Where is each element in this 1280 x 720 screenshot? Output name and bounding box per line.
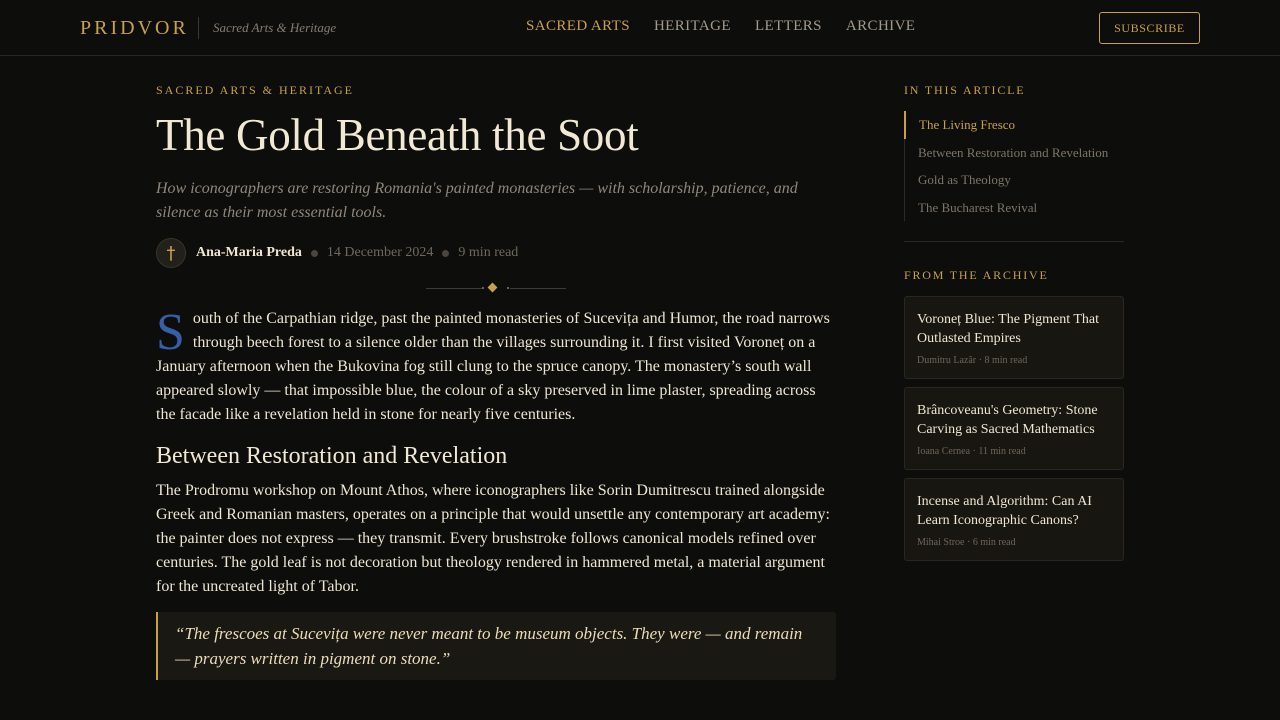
archive-heading: FROM THE ARCHIVE [904, 268, 1049, 282]
brand-separator [198, 17, 199, 39]
publish-date: 14 December 2024 [326, 245, 434, 260]
intro-paragraph [156, 304, 836, 427]
sidebar [904, 80, 1124, 561]
divider-dot [507, 287, 509, 289]
brand-logo[interactable]: PRIDVOR [80, 17, 189, 39]
archive-card-meta: Mihai Stroe · 6 min read [917, 537, 1016, 548]
archive-card-title: Brâncoveanu's Geometry: Stone Carving as Sacred Mathematics [917, 403, 1098, 437]
toc-item-bucharest-revival[interactable]: The Bucharest Revival [918, 199, 1038, 215]
article-title: The Gold Beneath the Soot [156, 110, 639, 160]
table-of-contents [904, 111, 1124, 221]
archive-card[interactable] [904, 387, 1124, 470]
top-navigation-bar [0, 0, 1280, 56]
nav-item-letters[interactable]: LETTERS [754, 18, 822, 34]
article [156, 80, 836, 680]
read-time: 9 min read [458, 245, 519, 260]
archive-card-title: Voroneț Blue: The Pigment That Outlasted Empires [917, 312, 1099, 346]
brand-tagline: Sacred Arts & Heritage [213, 20, 337, 35]
drop-cap: S [156, 304, 185, 361]
archive-card-title: Incense and Algorithm: Can AI Learn Iconographic Canons? [917, 494, 1092, 528]
main-nav [526, 18, 915, 35]
meta-separator [311, 250, 318, 257]
subscribe-button[interactable]: SUBSCRIBE [1099, 12, 1200, 44]
sidebar-divider [904, 241, 1124, 242]
divider-dot [482, 287, 484, 289]
avatar[interactable] [156, 238, 186, 268]
archive-card[interactable] [904, 296, 1124, 379]
toc-item-restoration-revelation[interactable]: Between Restoration and Revelation [918, 144, 1109, 160]
article-kicker: SACRED ARTS & HERITAGE [156, 83, 354, 97]
meta-separator [442, 250, 449, 257]
toc-item-living-fresco[interactable]: The Living Fresco [904, 111, 1124, 139]
author-name[interactable]: Ana-Maria Preda [196, 245, 302, 260]
diamond-icon [488, 283, 498, 293]
nav-item-heritage[interactable]: HERITAGE [653, 18, 731, 34]
nav-item-sacred-arts[interactable]: SACRED ARTS [526, 18, 630, 34]
article-dek: How iconographers are restoring Romania's painted monasteries — with scholarship, patience, and silence as their most essential tools. [156, 180, 798, 221]
cross-icon: † [166, 242, 176, 264]
section-paragraph: The Prodromu workshop on Mount Athos, where iconographers like Sorin Dumitrescu trained alongside Greek and Romanian masters, operates on a principle that would unsettle any contemporary art academy: the painter does not express — they transmit. Every brushstroke follows canonical models refined over centuries. The gold leaf is not decoration but theology rendered in hammered metal, a material argument for the uncreated light of Tabor. [156, 482, 830, 595]
pull-quote: “The frescoes at Sucevița were never meant to be museum objects. They were — and remain — prayers written in pigment on stone.” [156, 612, 836, 680]
byline [156, 237, 836, 269]
divider-line [510, 288, 566, 289]
section-heading: Between Restoration and Revelation [156, 443, 508, 469]
nav-item-archive[interactable]: ARCHIVE [845, 18, 916, 34]
divider-line [426, 288, 482, 289]
toc-item-gold-theology[interactable]: Gold as Theology [918, 172, 1011, 187]
toc-heading: IN THIS ARTICLE [904, 83, 1026, 97]
archive-card-meta: Dumitru Lazăr · 8 min read [917, 355, 1028, 366]
intro-text: outh of the Carpathian ridge, past the painted monasteries of Sucevița and Humor, the road narrows through beech forest to a silence older than the villages surrounding it. I first visited Voroneț on a January afternoon when the Bukovina fog still clung to the spruce canopy. The monastery’s south wall appeared slowly — that impossible blue, the colour of a sky preserved in lime plaster, spreading across the facade like a revelation held in stone for nearly five centuries. [156, 310, 830, 423]
archive-card[interactable] [904, 478, 1124, 561]
archive-card-meta: Ioana Cernea · 11 min read [917, 446, 1026, 457]
ornament-divider [156, 281, 836, 295]
